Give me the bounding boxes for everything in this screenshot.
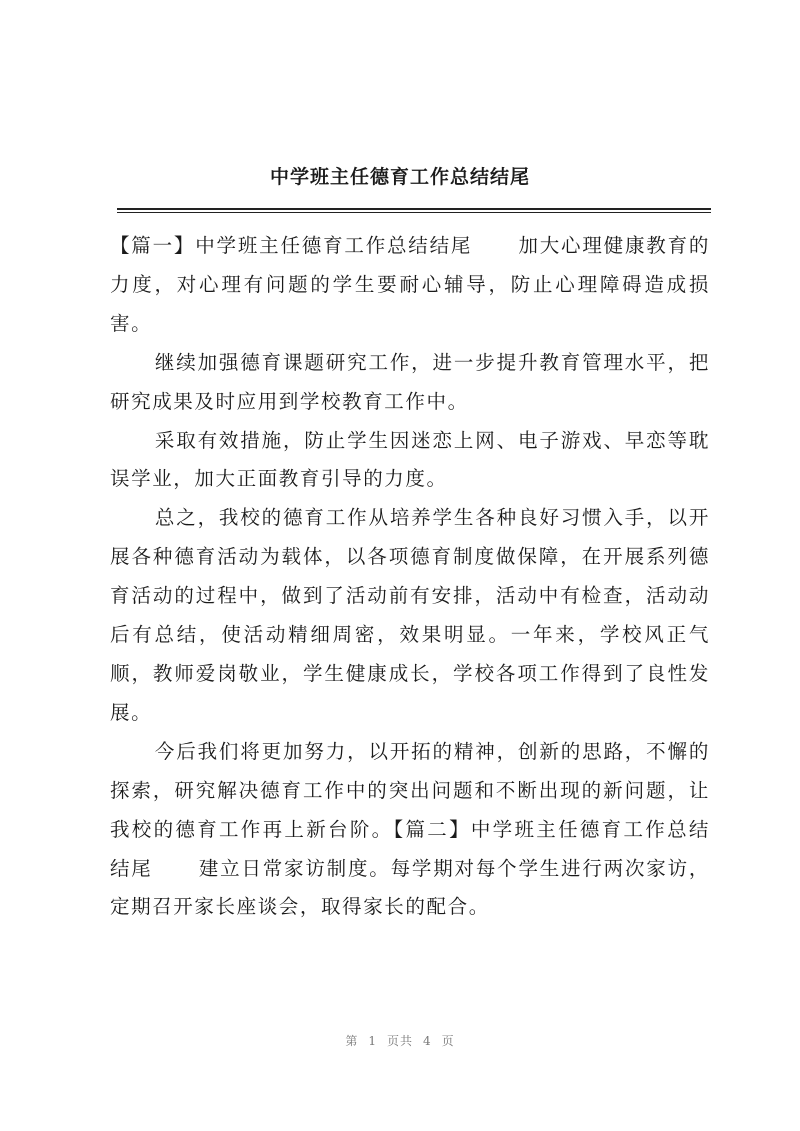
title-divider <box>117 208 711 213</box>
footer-mid: 页共 <box>386 1034 413 1048</box>
paragraph-4: 总之，我校的德育工作从培养学生各种良好习惯入手，以开展各种德育活动为载体，以各项德育制度做保障，在开展系列德育活动的过程中，做到了活动前有安排，活动中有检查，活动动后有总结，使活动精细周密，效果明显。一年来，学校风正气顺，教师爱岗敬业，学生健康成长，学校各项工作得到了良性发展。 <box>110 506 710 724</box>
paragraph-5-text: 今后我们将更加努力，以开拓的精神，创新的思路，不懈的探索，研究解决德育工作中的突出问题和不断出现的新问题，让我校的德育工作再上新台阶。【篇二】中学班主任德育工作总结结尾 <box>110 739 710 880</box>
paragraph-1 <box>110 227 710 344</box>
paragraph-5 <box>110 733 710 928</box>
footer-suffix: 页 <box>441 1034 455 1048</box>
paragraph-1-text: 加大心理健康教育的力度，对心理有问题的学生要耐心辅导，防止心理障碍造成损害。 <box>110 234 711 335</box>
footer-current-page: 1 <box>368 1034 377 1048</box>
footer-prefix: 第 <box>345 1034 359 1048</box>
paragraph-3: 采取有效措施，防止学生因迷恋上网、电子游戏、早恋等耽误学业，加大正面教育引导的力度。 <box>110 428 710 491</box>
document-title: 中学班主任德育工作总结结尾 <box>269 166 530 188</box>
paragraph-5-continuation: 建立日常家访制度。每学期对每个学生进行两次家访，定期召开家长座谈会，取得家长的配合。 <box>110 856 711 919</box>
paragraph-2: 继续加强德育课题研究工作，进一步提升教育管理水平，把研究成果及时应用到学校教育工作中。 <box>110 350 710 413</box>
footer-total-pages: 4 <box>423 1034 432 1048</box>
paragraph-1-heading: 【篇一】中学班主任德育工作总结结尾 <box>110 234 473 257</box>
document-body <box>110 227 710 927</box>
page-footer <box>0 1032 800 1049</box>
